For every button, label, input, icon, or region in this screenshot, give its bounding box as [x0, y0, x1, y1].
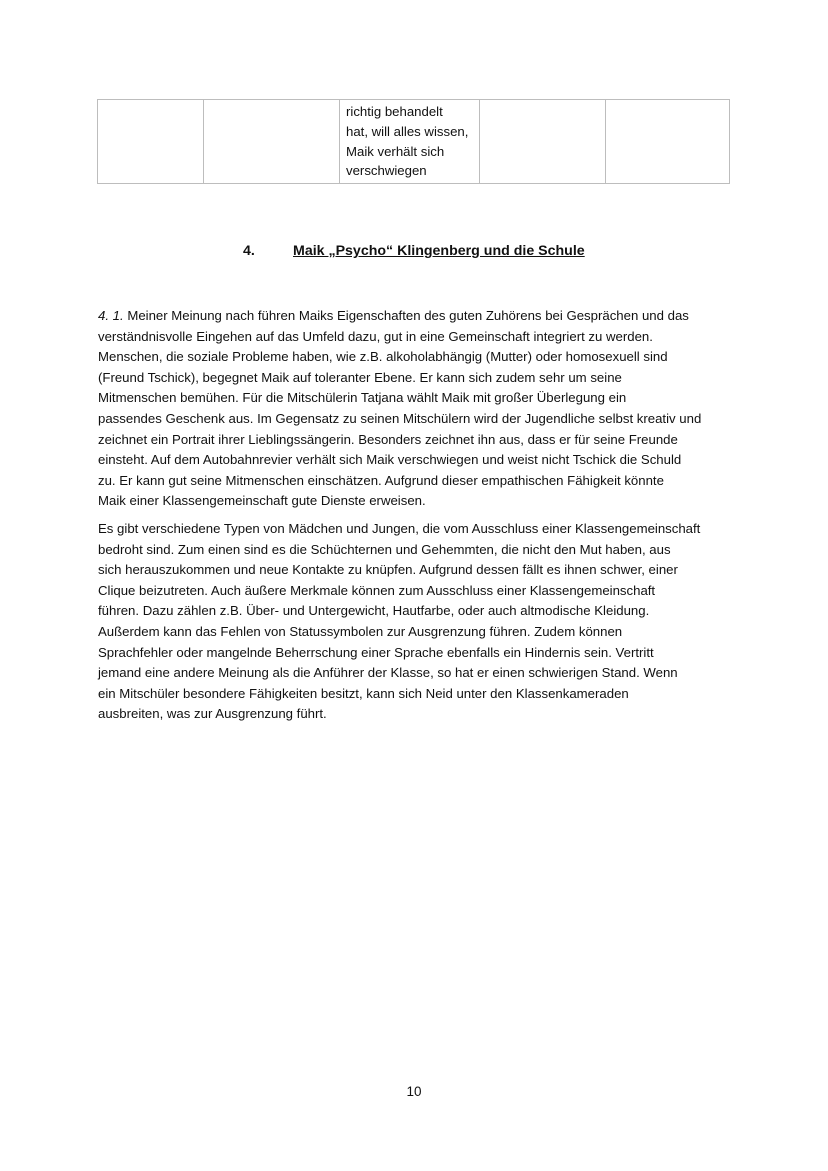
paragraph-line: Maik einer Klassengemeinschaft gute Dienste erweisen. — [98, 493, 426, 509]
paragraph-line: 4. 1. Meiner Meinung nach führen Maiks Eigenschaften des guten Zuhörens bei Gesprächen und das — [98, 308, 689, 323]
paragraph-line: Sprachfehler oder mangelnde Beherrschung einer Sprache ebenfalls ein Hindernis sein. Vertritt — [98, 644, 654, 660]
paragraph-line: Es gibt verschiedene Typen von Mädchen und Jungen, die vom Ausschluss einer Klassengemeinschaft — [98, 521, 701, 536]
paragraph-line: Menschen, die soziale Probleme haben, wie z.B. alkoholabhängig (Mutter) oder homosexuell sind — [98, 349, 668, 365]
paragraph-line: (Freund Tschick), begegnet Maik auf toleranter Ebene. Er kann sich zudem sehr um seine — [98, 369, 622, 385]
paragraph-line: sich herauszukommen und neue Kontakte zu knüpfen. Aufgrund dessen fällt es ihnen schwer, einer — [98, 562, 678, 578]
table-cell-3 — [340, 100, 480, 184]
paragraph-2 — [98, 519, 738, 725]
section-number: 4. — [243, 243, 255, 259]
paragraph-line: passendes Geschenk aus. Im Gegensatz zu seinen Mitschülern wird der Jugendliche selbst kreativ und — [98, 410, 702, 426]
page-number: 10 — [406, 1084, 422, 1099]
paragraph-line: einsteht. Auf dem Autobahnrevier verhält sich Maik verschwiegen und weist nicht Tschick die Schuld — [98, 452, 682, 468]
paragraph-line: Außerdem kann das Fehlen von Statussymbolen zur Ausgrenzung führen. Zudem können — [98, 623, 623, 639]
table-cell-4 — [480, 100, 606, 184]
paragraph-line: Mitmenschen bemühen. Für die Mitschülerin Tatjana wählt Maik mit großer Überlegung ein — [98, 390, 627, 406]
paragraph-line: ein Mitschüler besondere Fähigkeiten besitzt, kann sich Neid unter den Klassenkameraden — [98, 685, 629, 701]
paragraph-line: bedroht sind. Zum einen sind es die Schüchternen und Gehemmten, die nicht den Mut haben, aus — [98, 541, 671, 557]
table-cell-2 — [204, 100, 340, 184]
paragraph-line: verständnisvolle Eingehen auf das Umfeld dazu, gut in eine Gemeinschaft integriert zu werden. — [98, 328, 653, 344]
section-heading — [243, 243, 585, 259]
table-cell-text: richtig behandelt hat, will alles wissen, Maik verhält sich verschwiegen — [346, 104, 469, 179]
character-table-fragment — [97, 99, 730, 184]
paragraph-line: zeichnet ein Portrait ihrer Lieblingssängerin. Besonders zeichnet ihn aus, dass er für seine Freunde — [98, 431, 678, 447]
table-cell-1 — [98, 100, 204, 184]
paragraph-line: Clique beizutreten. Auch äußere Merkmale können zum Ausschluss einer Klassengemeinschaft — [98, 582, 656, 598]
paragraph-line: jemand eine andere Meinung als die Anführer der Klasse, so hat er einen schwierigen Stand. Wenn — [98, 665, 678, 681]
paragraph-line: führen. Dazu zählen z.B. Über- und Untergewicht, Hautfarbe, oder auch altmodische Kleidung. — [98, 603, 650, 619]
table-cell-5 — [606, 100, 730, 184]
table-row — [98, 100, 730, 184]
paragraph-line: zu. Er kann gut seine Mitmenschen einschätzen. Aufgrund dieser empathischen Fähigkeit könnte — [98, 472, 664, 488]
paragraph-line: ausbreiten, was zur Ausgrenzung führt. — [98, 706, 327, 722]
paragraph-4-1 — [98, 306, 738, 512]
section-title: Maik „Psycho“ Klingenberg und die Schule — [293, 243, 585, 259]
subsection-number: 4. 1. — [98, 308, 124, 323]
